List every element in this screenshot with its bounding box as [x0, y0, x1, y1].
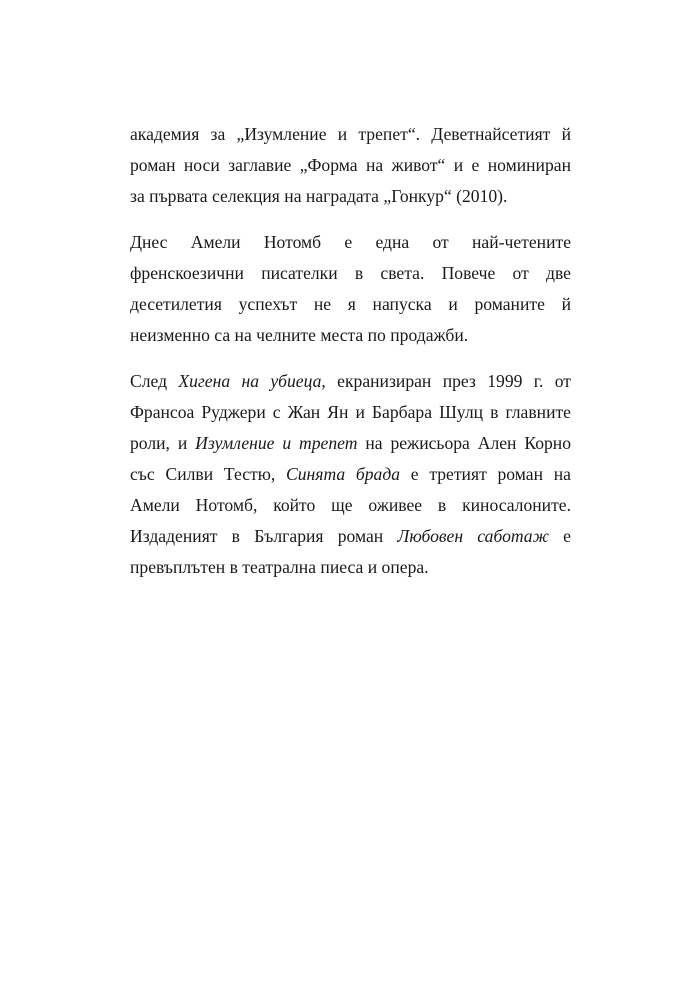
book-title: Любовен саботаж — [397, 526, 549, 546]
text-line — [130, 289, 571, 320]
text-run: десетилетия успехът не я напуска и романите й — [130, 294, 571, 314]
text-run: Издаденият в България роман — [130, 526, 398, 546]
text-run: академия за „Изумление и трепет“. Деветнайсетият й — [130, 124, 571, 144]
text-run: на режисьора Ален Корно — [357, 433, 572, 453]
text-run: , екранизиран през 1999 г. от — [321, 371, 571, 391]
text-run: е — [548, 526, 571, 546]
paragraph — [130, 119, 571, 212]
book-title: Синята брада — [286, 464, 401, 484]
text-run: Днес Амели Нотомб е една от най-четените — [130, 232, 571, 252]
text-run: Амели Нотомб, който ще оживее в киносалоните. — [130, 495, 571, 515]
text-line — [130, 366, 571, 397]
text-run: за първата селекция на наградата „Гонкур“ (2010). — [130, 186, 508, 206]
text-line — [130, 428, 571, 459]
text-line — [130, 181, 571, 212]
text-run: със Силви Тестю, — [130, 464, 286, 484]
text-line — [130, 490, 571, 521]
text-run: е третият роман на — [400, 464, 571, 484]
text-run: Франсоа Руджери с Жан Ян и Барбара Шулц в главните — [130, 402, 571, 422]
text-line — [130, 521, 571, 552]
book-title: Изумление и трепет — [195, 433, 358, 453]
book-title: Хигена на убиеца — [178, 371, 322, 391]
text-line — [130, 320, 571, 351]
text-line — [130, 227, 571, 258]
text-line — [130, 459, 571, 490]
text-line — [130, 397, 571, 428]
text-line — [130, 119, 571, 150]
text-run: превъплътен в театрална пиеса и опера. — [130, 557, 429, 577]
paragraph — [130, 366, 571, 583]
text-run: неизменно са на челните места по продажби. — [130, 325, 469, 345]
paragraph — [130, 227, 571, 351]
text-line — [130, 258, 571, 289]
text-run: След — [130, 371, 179, 391]
body-text — [130, 119, 571, 598]
text-run: роман носи заглавие „Форма на живот“ и е номиниран — [130, 155, 571, 175]
text-line — [130, 150, 571, 181]
text-run: френскоезични писателки в света. Повече от две — [130, 263, 571, 283]
text-line — [130, 552, 571, 583]
text-run: роли, и — [130, 433, 196, 453]
